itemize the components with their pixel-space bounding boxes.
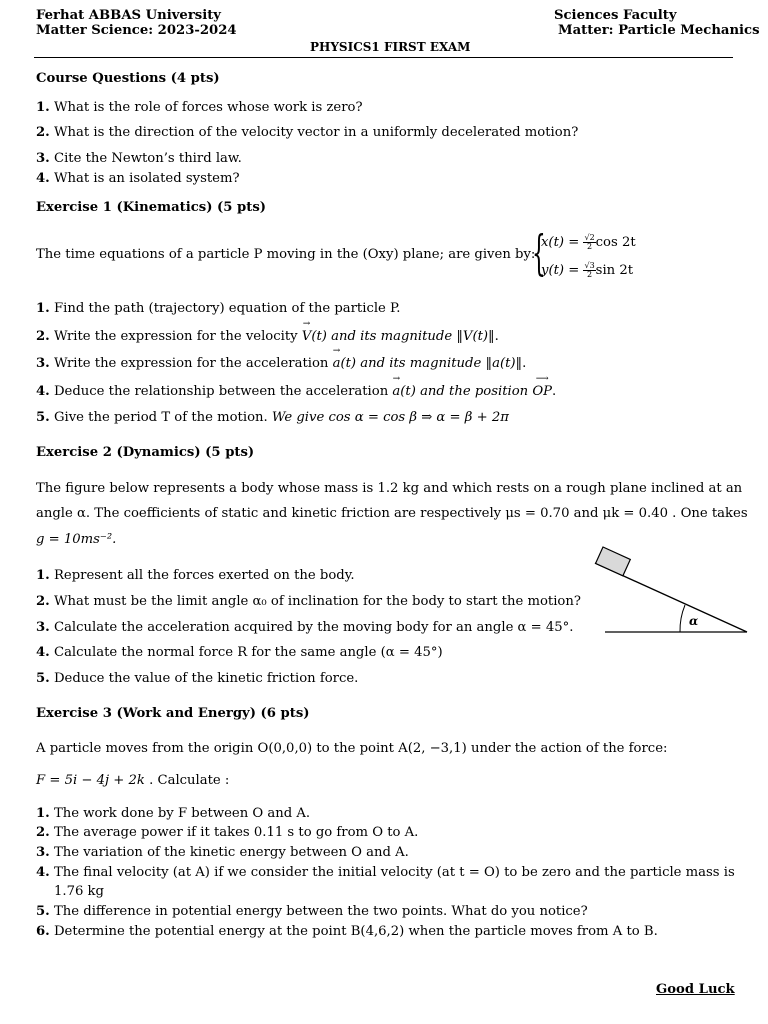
equation-brace: { [532,225,546,281]
course-q3: 3. Cite the Newton’s third law. [36,151,242,166]
university-name: Ferhat ABBAS University [36,8,221,23]
ex2-q3: 3. Calculate the acceleration acquired by the moving body for an angle α = 45°. [36,620,574,635]
matter-year: Matter Science: 2023-2024 [36,23,237,38]
block [596,547,631,576]
good-luck: Good Luck [656,982,735,997]
ex3-q2: 2. The average power if it takes 0.11 s to go from O to A. [36,825,419,840]
matter-name: Matter: Particle Mechanics [558,23,760,38]
angle-label: α [689,614,699,628]
ex1-q1: 1. Find the path (trajectory) equation of the particle P. [36,301,401,316]
ex3-force: F = 5i − 4j + 2k . Calculate : [36,773,230,788]
ex3-title: Exercise 3 (Work and Energy) (6 pts) [36,706,310,721]
course-q1: 1. What is the role of forces whose work is zero? [36,100,363,115]
header-rule [34,57,733,58]
course-q4: 4. What is an isolated system? [36,171,240,186]
ex2-q5: 5. Deduce the value of the kinetic friction force. [36,671,359,686]
course-q2: 2. What is the direction of the velocity vector in a uniformly decelerated motion? [36,125,579,140]
ex3-q5: 5. The difference in potential energy between the two points. What do you notice? [36,904,588,919]
ex3-q6: 6. Determine the potential energy at the point B(4,6,2) when the particle moves from A to B. [36,924,658,939]
eq-y: y(t) = $\frac{√3}{2}$ sin 2t [541,261,634,279]
ex1-q4: 4. Deduce the relationship between the acceleration → a(t) and the position ⟶ OP. [36,374,557,399]
ex2-para-line3: g = 10ms⁻². [36,532,117,547]
ex3-q1: 1. The work done by F between O and A. [36,806,311,821]
inclined-plane-figure [590,545,760,645]
ex2-q4: 4. Calculate the normal force R for the same angle (α = 45°) [36,645,443,660]
exam-title: PHYSICS1 FIRST EXAM [310,40,471,54]
ex1-q3: 3. Write the expression for the acceleration → a(t) and its magnitude ‖a(t)‖. [36,346,527,371]
ex2-para-line2: angle α. The coefficients of static and kinetic friction are respectively μs = 0.70 and μk = 0.40 . One takes [36,506,748,521]
ex1-q5: 5. Give the period T of the motion. We give cos α = cos β ⇒ α = β + 2π [36,410,509,425]
ex2-para-line1: The figure below represents a body whose mass is 1.2 kg and which rests on a rough plane inclined at an [36,481,743,496]
ex1-title: Exercise 1 (Kinematics) (5 pts) [36,200,267,215]
course-title: Course Questions (4 pts) [36,71,220,86]
ex1-q2: 2. Write the expression for the velocity → V(t) and its magnitude ‖V(t)‖. [36,319,499,344]
ex3-q3: 3. The variation of the kinetic energy between O and A. [36,845,409,860]
ex2-q2: 2. What must be the limit angle α₀ of inclination for the body to start the motion? [36,594,581,609]
faculty-name: Sciences Faculty [554,8,677,23]
ex1-intro: The time equations of a particle P moving in the (Oxy) plane; are given by: [36,247,536,262]
eq-x: x(t) = $\frac{√2}{2}$ cos 2t [541,233,636,251]
ex3-para: A particle moves from the origin O(0,0,0) to the point A(2, −3,1) under the action of the force: [36,741,668,756]
ex3-q4-cont: 1.76 kg [54,884,104,899]
ex3-q4: 4. The final velocity (at A) if we consider the initial velocity (at t = O) to be zero and the particle mass is [36,865,735,880]
ex2-q1: 1. Represent all the forces exerted on the body. [36,568,355,583]
ex2-title: Exercise 2 (Dynamics) (5 pts) [36,445,255,460]
